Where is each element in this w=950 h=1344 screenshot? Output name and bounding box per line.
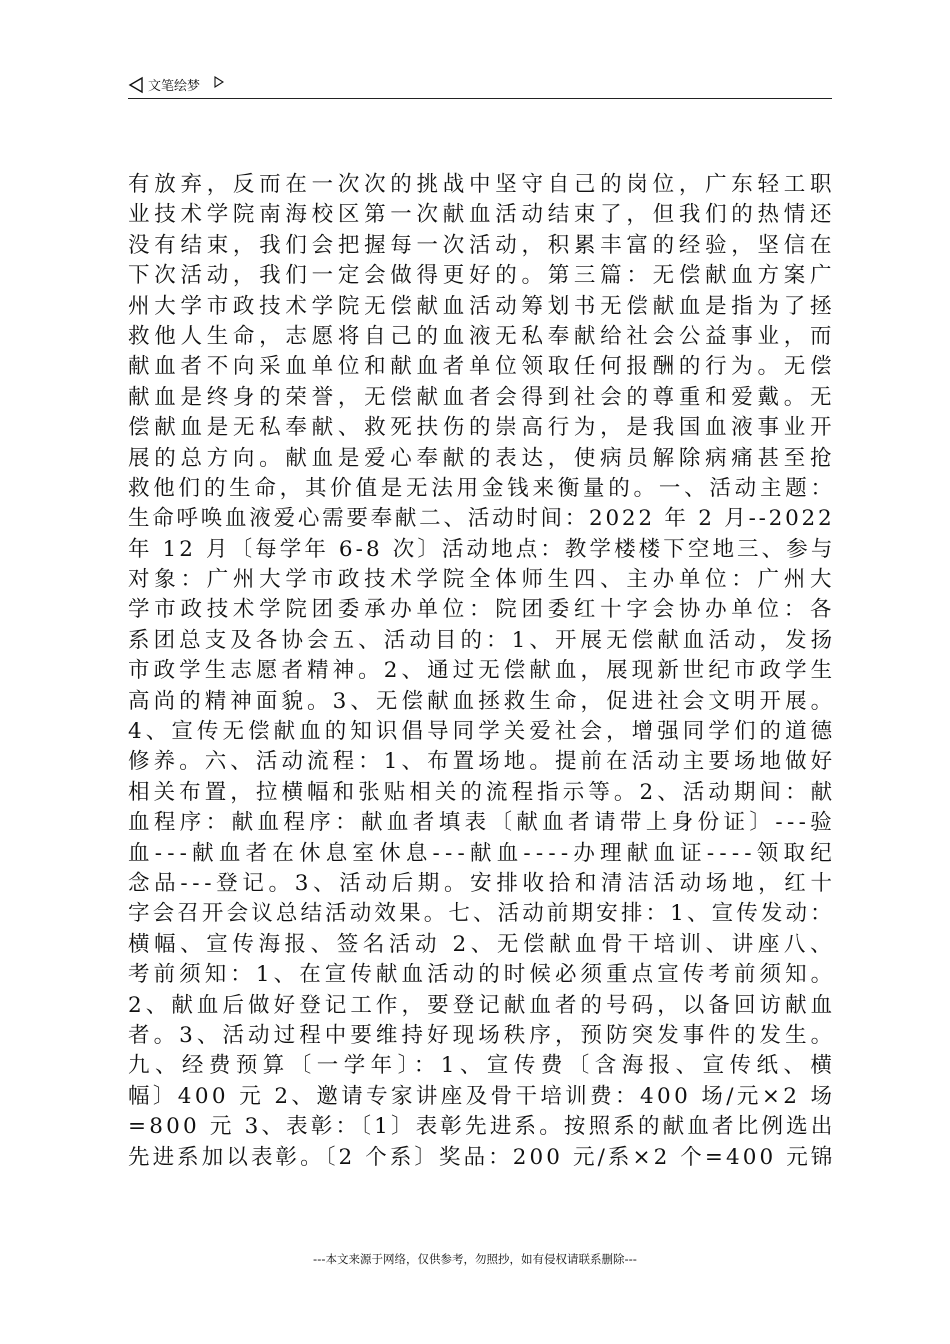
text-line: 幅〕400 元 2、邀请专家讲座及骨干培训费：400 场/元×2 场	[128, 1083, 836, 1109]
footer-disclaimer: ---本文来源于网络，仅供参考，勿照抄，如有侵权请联系删除---	[313, 1252, 637, 1266]
text-line: 献血者不向采血单位和献血者单位领取任何报酬的行为。无偿	[128, 354, 837, 380]
document-body	[128, 170, 838, 1173]
text-line: 修养。六、活动流程：1、布置场地。提前在活动主要场地做好	[128, 749, 837, 775]
text-line: 业技术学院南海校区第一次献血活动结束了，但我们的热情还	[128, 202, 837, 228]
text-line: 州大学市政技术学院无偿献血活动筹划书无偿献血是指为了拯	[128, 293, 837, 319]
page-header	[128, 74, 832, 99]
text-line: 者。3、活动过程中要维持好现场秩序，预防突发事件的发生。	[128, 1022, 837, 1048]
text-line: 念品---登记。3、活动后期。安排收拾和清洁活动场地，红十	[128, 870, 837, 896]
text-line: 考前须知：1、在宣传献血活动的时候必须重点宣传考前须知。	[128, 962, 837, 988]
text-line: 生命呼唤血液爱心需要奉献二、活动时间：2022 年 2 月--2022	[128, 506, 835, 532]
text-line: 血---献血者在休息室休息---献血----办理献血证----领取纪	[128, 840, 837, 866]
header-title: 文笔绘梦	[148, 79, 201, 94]
text-line: 九、经费预算〔一学年〕：1、宣传费〔含海报、宣传纸、横	[128, 1053, 838, 1079]
text-line: 先进系加以表彰。〔2 个系〕奖品：200 元/系×2 个=400 元锦	[128, 1144, 836, 1170]
text-line: 没有结束，我们会把握每一次活动，积累丰富的经验，坚信在	[128, 232, 837, 258]
text-line: =800 元 3、表彰：〔1〕表彰先进系。按照系的献血者比例选出	[128, 1114, 836, 1140]
text-line: 年 12 月〔每学年 6-8 次〕活动地点：教学楼楼下空地三、参与	[128, 536, 836, 562]
text-line: 偿献血是无私奉献、救死扶伤的崇高行为，是我国血液事业开	[128, 415, 837, 441]
text-line: 有放弃，反而在一次次的挑战中坚守自己的岗位，广东轻工职	[128, 172, 837, 197]
text-line: 系团总支及各协会五、活动目的：1、开展无偿献血活动，发扬	[128, 627, 837, 653]
text-line: 横幅、宣传海报、签名活动 2、无偿献血骨干培训、讲座八、	[128, 931, 837, 957]
right-triangle-icon	[214, 76, 224, 88]
text-line: 2、献血后做好登记工作，要登记献血者的号码，以备回访献血	[128, 992, 837, 1018]
text-line: 学市政技术学院团委承办单位：院团委红十字会协办单位：各	[128, 597, 837, 623]
text-line: 高尚的精神面貌。3、无偿献血拯救生命，促进社会文明开展。	[128, 688, 837, 714]
text-line: 市政学生志愿者精神。2、通过无偿献血，展现新世纪市政学生	[128, 658, 837, 684]
text-line: 相关布置，拉横幅和张贴相关的流程指示等。2、活动期间：献	[128, 779, 837, 805]
text-line: 血程序：献血程序：献血者填表〔献血者请带上身份证〕---验	[128, 810, 837, 836]
text-line: 救他们的生命，其价值是无法用金钱来衡量的。一、活动主题：	[128, 475, 836, 501]
text-line: 4、宣传无偿献血的知识倡导同学关爱社会，增强同学们的道德	[128, 719, 837, 745]
text-line: 字会召开会议总结活动效果。七、活动前期安排：1、宣传发动：	[128, 901, 835, 927]
text-line: 下次活动，我们一定会做得更好的。第三篇：无偿献血方案广	[128, 263, 837, 289]
text-line: 展的总方向。献血是爱心奉献的表达，使病员解除病痛甚至抢	[128, 445, 837, 471]
text-line: 对象：广州大学市政技术学院全体师生四、主办单位：广州大	[128, 567, 837, 593]
text-line: 献血是终身的荣誉，无偿献血者会得到社会的尊重和爱戴。无	[128, 384, 837, 410]
text-line: 救他人生命，志愿将自己的血液无私奉献给社会公益事业，而	[128, 323, 837, 349]
left-triangle-icon	[128, 76, 144, 94]
